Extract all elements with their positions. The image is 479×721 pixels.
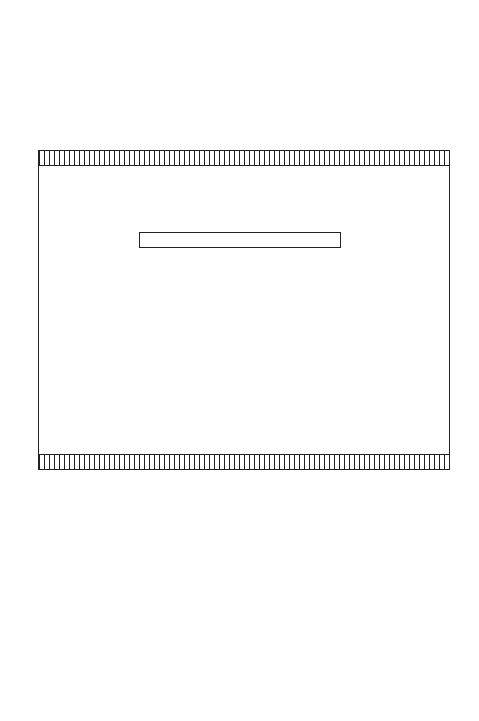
dispersion-strip — [139, 232, 341, 248]
rangefinder-ruler-figure — [38, 150, 450, 470]
ruler-bottom-scale — [39, 454, 449, 469]
ruler-top-scale — [39, 151, 449, 166]
